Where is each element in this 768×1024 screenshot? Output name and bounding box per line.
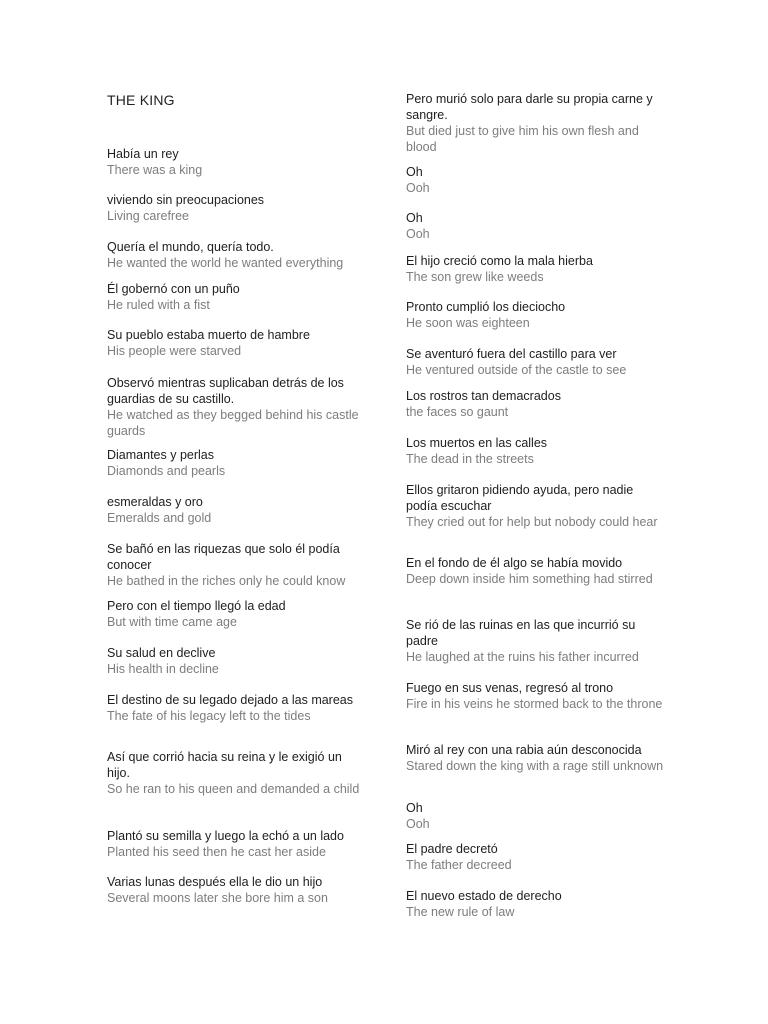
- english-line: Emeralds and gold: [107, 511, 212, 525]
- lyric-stanza: [406, 210, 666, 242]
- spanish-line: El hijo creció como la mala hierba: [406, 254, 593, 268]
- lyric-stanza: [107, 281, 365, 313]
- english-line: He bathed in the riches only he could know: [107, 574, 346, 588]
- lyric-stanza: [107, 447, 365, 479]
- lyric-stanza: [406, 299, 666, 331]
- spanish-line: esmeraldas y oro: [107, 495, 203, 509]
- lyric-stanza: [107, 494, 365, 526]
- spanish-line: Oh: [406, 801, 423, 815]
- english-line: But with time came age: [107, 615, 237, 629]
- english-line: His people were starved: [107, 344, 242, 358]
- lyric-stanza: [406, 435, 666, 467]
- english-line: The fate of his legacy left to the tides: [107, 709, 311, 723]
- lyric-stanza: [107, 645, 365, 677]
- lyric-stanza: [107, 598, 365, 630]
- english-line: Ooh: [406, 181, 430, 195]
- lyric-stanza: [406, 388, 666, 420]
- spanish-line: El destino de su legado dejado a las mareas: [107, 693, 353, 707]
- lyric-stanza: [107, 192, 365, 224]
- lyric-stanza: [406, 253, 666, 285]
- english-line: Living carefree: [107, 209, 189, 223]
- lyric-stanza: [406, 164, 666, 196]
- english-line: The new rule of law: [406, 905, 515, 919]
- spanish-line: Miró al rey con una rabia aún desconocida: [406, 743, 642, 757]
- spanish-line: Ellos gritaron pidiendo ayuda, pero nadie podía escuchar: [406, 483, 634, 513]
- english-line: The son grew like weeds: [406, 270, 544, 284]
- lyric-stanza: [406, 800, 666, 832]
- spanish-line: Había un rey: [107, 147, 179, 161]
- english-line: Ooh: [406, 817, 430, 831]
- spanish-line: Pero murió solo para darle su propia carne y sangre.: [406, 92, 653, 122]
- lyric-stanza: [107, 874, 365, 906]
- english-line: the faces so gaunt: [406, 405, 509, 419]
- spanish-line: viviendo sin preocupaciones: [107, 193, 265, 207]
- spanish-line: Observó mientras suplicaban detrás de los guardias de su castillo.: [107, 376, 344, 406]
- english-line: His health in decline: [107, 662, 219, 676]
- lyric-stanza: [107, 146, 365, 178]
- spanish-line: El padre decretó: [406, 842, 498, 856]
- english-line: There was a king: [107, 163, 203, 177]
- lyric-stanza: [107, 239, 365, 271]
- lyric-stanza: [406, 555, 666, 587]
- lyric-stanza: [107, 828, 365, 860]
- spanish-line: Quería el mundo, quería todo.: [107, 240, 274, 254]
- spanish-line: Oh: [406, 211, 423, 225]
- lyric-stanza: [406, 482, 666, 530]
- spanish-line: Se rió de las ruinas en las que incurrió su padre: [406, 618, 636, 648]
- english-line: Stared down the king with a rage still unknown: [406, 759, 664, 773]
- spanish-line: Varias lunas después ella le dio un hijo: [107, 875, 323, 889]
- english-line: He ruled with a fist: [107, 298, 210, 312]
- spanish-line: Así que corrió hacia su reina y le exigió un hijo.: [107, 750, 342, 780]
- spanish-line: Plantó su semilla y luego la echó a un lado: [107, 829, 344, 843]
- spanish-line: Se aventuró fuera del castillo para ver: [406, 347, 617, 361]
- spanish-line: El nuevo estado de derecho: [406, 889, 562, 903]
- english-line: Planted his seed then he cast her aside: [107, 845, 326, 859]
- spanish-line: Pero con el tiempo llegó la edad: [107, 599, 286, 613]
- lyric-stanza: [406, 91, 666, 155]
- spanish-line: Su salud en declive: [107, 646, 216, 660]
- lyric-stanza: [406, 680, 666, 712]
- english-line: Deep down inside him something had stirred: [406, 572, 653, 586]
- english-line: He laughed at the ruins his father incurred: [406, 650, 639, 664]
- english-line: Fire in his veins he stormed back to the throne: [406, 697, 663, 711]
- spanish-line: Se bañó en las riquezas que solo él podía conocer: [107, 542, 340, 572]
- lyric-stanza: [107, 749, 365, 797]
- lyric-stanza: [406, 742, 666, 774]
- english-line: Diamonds and pearls: [107, 464, 226, 478]
- spanish-line: Oh: [406, 165, 423, 179]
- lyric-stanza: [406, 346, 666, 378]
- spanish-line: Pronto cumplió los dieciocho: [406, 300, 566, 314]
- spanish-line: Él gobernó con un puño: [107, 282, 240, 296]
- spanish-line: Los muertos en las calles: [406, 436, 548, 450]
- english-line: But died just to give him his own flesh and blood: [406, 124, 639, 154]
- lyric-stanza: [406, 617, 666, 665]
- lyric-stanza: [406, 888, 666, 920]
- lyric-stanza: [107, 541, 365, 589]
- english-line: Ooh: [406, 227, 430, 241]
- english-line: The father decreed: [406, 858, 512, 872]
- lyric-stanza: [406, 841, 666, 873]
- lyric-stanza: [107, 692, 365, 724]
- english-line: They cried out for help but nobody could hear: [406, 515, 658, 529]
- english-line: He wanted the world he wanted everything: [107, 256, 344, 270]
- spanish-line: Su pueblo estaba muerto de hambre: [107, 328, 310, 342]
- english-line: He ventured outside of the castle to see: [406, 363, 627, 377]
- english-line: The dead in the streets: [406, 452, 534, 466]
- spanish-line: En el fondo de él algo se había movido: [406, 556, 623, 570]
- english-line: He watched as they begged behind his castle guards: [107, 408, 359, 438]
- lyric-stanza: [107, 327, 365, 359]
- page-title: THE KING: [107, 92, 175, 108]
- spanish-line: Los rostros tan demacrados: [406, 389, 561, 403]
- english-line: So he ran to his queen and demanded a child: [107, 782, 360, 796]
- english-line: He soon was eighteen: [406, 316, 530, 330]
- english-line: Several moons later she bore him a son: [107, 891, 328, 905]
- spanish-line: Diamantes y perlas: [107, 448, 214, 462]
- lyric-stanza: [107, 375, 365, 439]
- spanish-line: Fuego en sus venas, regresó al trono: [406, 681, 614, 695]
